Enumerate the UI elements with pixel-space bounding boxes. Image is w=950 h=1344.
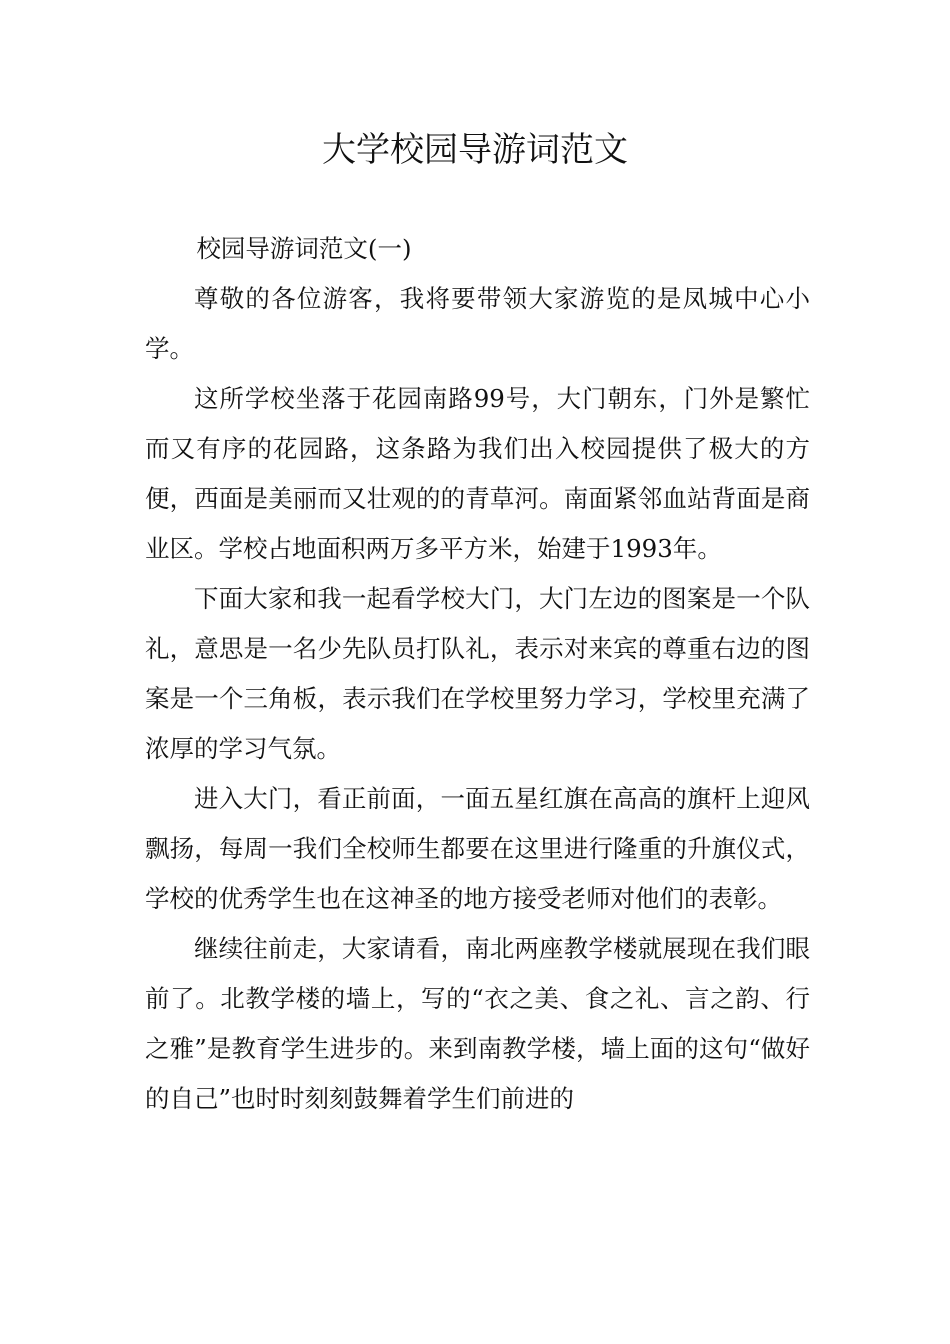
paragraph-3: 下面大家和我一起看学校大门，大门左边的图案是一个队礼，意思是一名少先队员打队礼，表示对来宾的尊重右边的图案是一个三角板，表示我们在学校里努力学习，学校里充满了浓厚的学习气氛。 (145, 584, 810, 763)
document-title: 大学校园导游词范文 (322, 130, 628, 170)
document-body (145, 224, 810, 1124)
paragraph-5: 继续往前走，大家请看，南北两座教学楼就展现在我们眼前了。北教学楼的墙上，写的“衣之美、食之礼、言之韵、行之雅”是教育学生进步的。来到南教学楼，墙上面的这句“做好的自己”也时时刻刻鼓舞着学生们前进的 (145, 934, 810, 1113)
section-heading: 校园导游词范文(一) (196, 234, 412, 263)
paragraph-1: 尊敬的各位游客，我将要带领大家游览的是凤城中心小学。 (145, 284, 810, 363)
paragraph-2: 这所学校坐落于花园南路99号，大门朝东，门外是繁忙而又有序的花园路，这条路为我们出入校园提供了极大的方便，西面是美丽而又壮观的的青草河。南面紧邻血站背面是商业区。学校占地面积两万多平方米，始建于1993年。 (145, 384, 810, 563)
paragraph-4: 进入大门，看正前面，一面五星红旗在高高的旗杆上迎风飘扬，每周一我们全校师生都要在这里进行隆重的升旗仪式，学校的优秀学生也在这神圣的地方接受老师对他们的表彰。 (145, 784, 810, 913)
